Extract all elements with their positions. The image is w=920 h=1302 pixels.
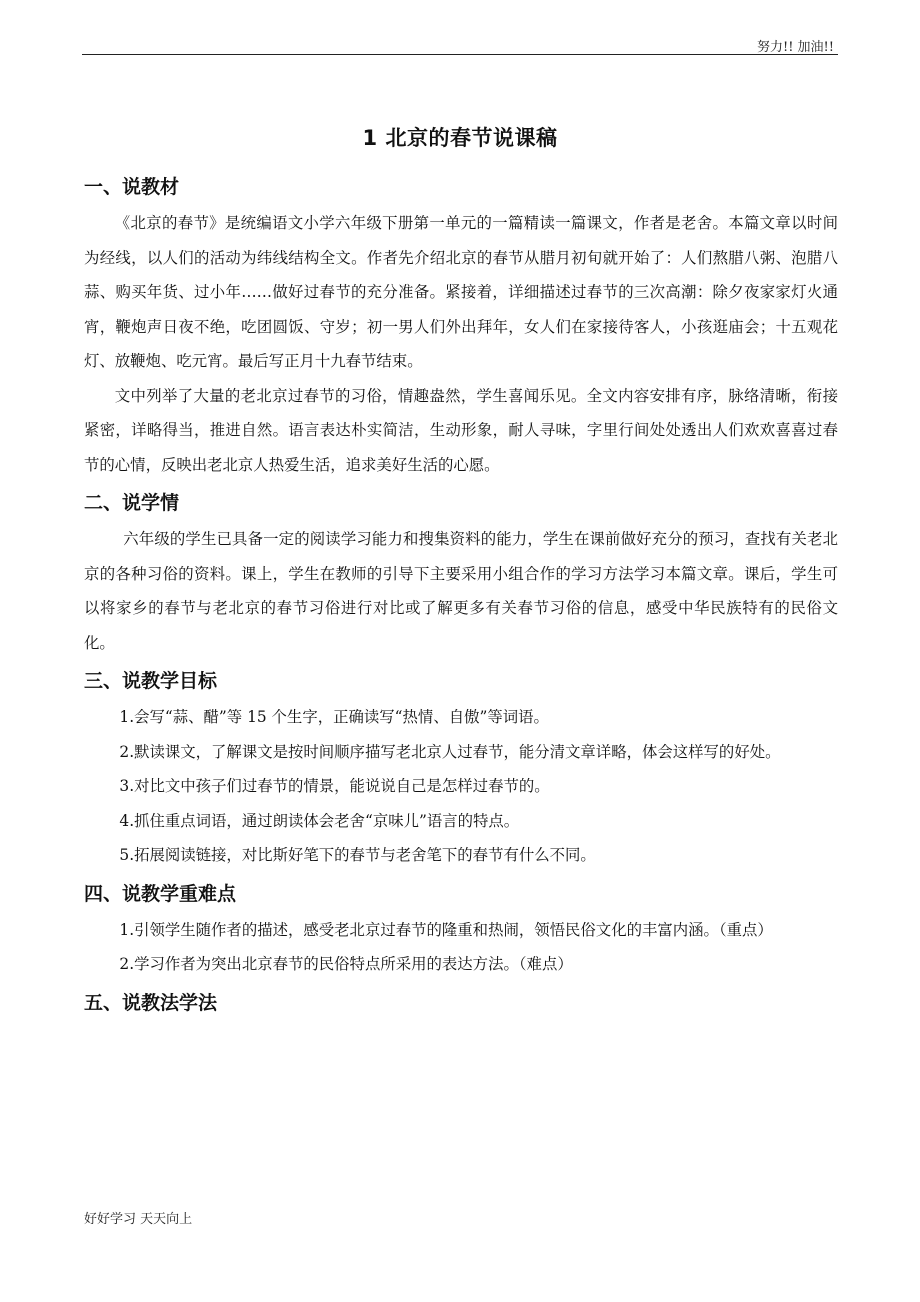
- list-item: 3.对比文中孩子们过春节的情景，能说说自己是怎样过春节的。: [119, 777, 550, 795]
- section-students: [84, 484, 838, 660]
- section-heading: 一、说教材: [84, 176, 180, 198]
- section-methods: [84, 984, 838, 1022]
- paragraph: 《北京的春节》是统编语文小学六年级下册第一单元的一篇精读一篇课文，作者是老舍。本篇文章以时间为经线，以人们的活动为纬线结构全文。作者先介绍北京的春节从腊月初旬就开始了：人们熬腊八粥、泡腊八蒜、购买年货、过小年……做好过春节的充分准备。紧接着，详细描述过春节的三次高潮：除夕夜家家灯火通宵，鞭炮声日夜不绝，吃团圆饭、守岁；初一男人们外出拜年，女人们在家接待客人，小孩逛庙会；十五观花灯、放鞭炮、吃元宵。最后写正月十九春节结束。: [84, 214, 838, 370]
- section-heading: 二、说学情: [84, 492, 180, 514]
- list-item: 1.会写“蒜、醋”等 15 个生字，正确读写“热情、自傲”等词语。: [119, 708, 549, 726]
- paragraph: 六年级的学生已具备一定的阅读学习能力和搜集资料的能力，学生在课前做好充分的预习，查找有关老北京的各种习俗的资料。课上，学生在教师的引导下主要采用小组合作的学习方法学习本篇文章。课后，学生可以将家乡的春节与老北京的春节习俗进行对比或了解更多有关春节习俗的信息，感受中华民族特有的民俗文化。: [84, 530, 838, 652]
- page-header: [82, 34, 838, 55]
- list-item: 5.拓展阅读链接，对比斯好笔下的春节与老舍笔下的春节有什么不同。: [119, 846, 596, 864]
- document-body: [84, 168, 838, 1022]
- list-item: 1.引领学生随作者的描述，感受老北京过春节的隆重和热闹，领悟民俗文化的丰富内涵。（重点）: [119, 920, 773, 939]
- section-key-points: [84, 875, 838, 982]
- section-heading: 三、说教学目标: [84, 670, 218, 692]
- paragraph: 文中列举了大量的老北京过春节的习俗，情趣盎然，学生喜闻乐见。全文内容安排有序，脉络清晰，衔接紧密，详略得当，推进自然。语言表达朴实简洁，生动形象，耐人寻味，字里行间处处透出人们欢欢喜喜过春节的心情，反映出老北京人热爱生活，追求美好生活的心愿。: [84, 386, 838, 474]
- list-item: 2.默读课文，了解课文是按时间顺序描写老北京人过春节，能分清文章详略，体会这样写的好处。: [119, 742, 781, 761]
- section-teaching-goals: [84, 662, 838, 873]
- section-heading: 四、说教学重难点: [84, 882, 237, 905]
- document-title: 1 北京的春节说课稿: [362, 126, 558, 150]
- section-heading: 五、说教法学法: [84, 991, 218, 1014]
- page-footer: 好好学习 天天向上: [84, 1212, 193, 1227]
- list-item: 4.抓住重点词语，通过朗读体会老舍“京味儿”语言的特点。: [119, 811, 520, 830]
- list-item: 2.学习作者为突出北京春节的民俗特点所采用的表达方法。（难点）: [119, 955, 573, 973]
- section-textbook: [84, 168, 838, 482]
- header-slogan: 努力!! 加油!!: [756, 40, 834, 55]
